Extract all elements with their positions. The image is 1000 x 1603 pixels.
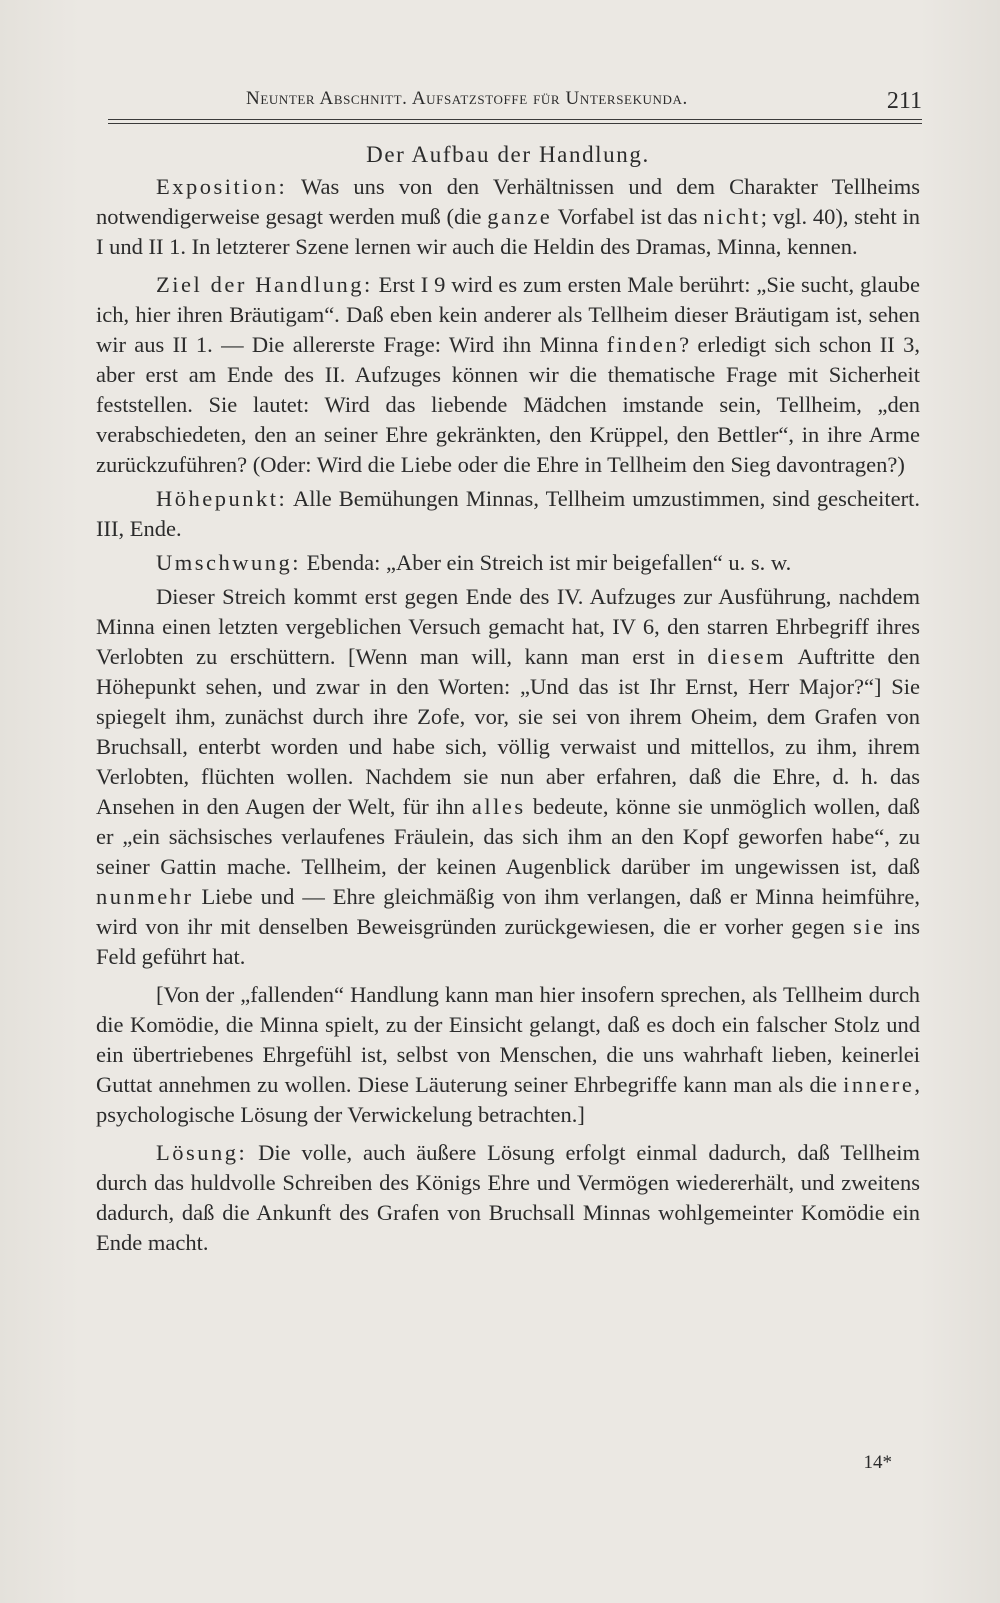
page-body: [96, 140, 920, 1262]
label-hoehepunkt: Höhepunkt:: [156, 486, 288, 511]
label-umschwung: Umschwung:: [156, 550, 301, 575]
spaced-emphasis: alles: [471, 794, 526, 819]
text-run: Vorfabel ist das: [552, 204, 704, 229]
text-run: Alle Bemühungen Minnas, Tellheim umzustimmen, sind gescheitert. III, Ende.: [96, 486, 920, 541]
spaced-emphasis: sie: [853, 914, 886, 939]
text-run: , psychologische Lösung der Verwickelung betrachten.]: [96, 1072, 920, 1127]
text-run: ? erledigt sich schon II 3, aber erst am Ende des II. Aufzuges können wir die thematische Frage mit Sicherheit feststellen. Sie lautet: Wird das liebende Mädchen imstande sein, Tellheim, „den verabschiedeten, den an seiner Ehre gekränkten, den Krüppel, den Bettler“, in ihre Arme zurückzuführen? (Oder: Wird die Liebe oder die Ehre in Tellheim den Sieg davontragen?): [96, 332, 920, 477]
running-head-title: Neunter Abschnitt. Aufsatzstoffe für Untersekunda.: [246, 88, 688, 109]
label-exposition: Exposition:: [156, 174, 288, 199]
header-rule-top: [108, 119, 922, 120]
spaced-emphasis: nicht: [703, 204, 761, 229]
paragraph-fallend: [96, 980, 920, 1130]
paragraph-umschwung: [96, 548, 920, 578]
text-run: bedeute, könne sie unmöglich wollen, daß er „ein sächsisches verlaufenes Fräulein, das sich ihm an den Kopf geworfen habe“, zu seiner Gattin mache. Tellheim, der keinen Augenblick darüber im ungewissen ist, daß: [96, 794, 921, 879]
section-title: Der Aufbau der Handlung.: [366, 142, 650, 167]
text-run: Auftritte den Höhepunkt sehen, und zwar in den Worten: „Und das ist Ihr Ernst, Herr Major?“] Sie spiegelt ihm, zunächst durch ihre Zofe, vor, sie sei von ihrem Oheim, dem Grafen von Bruchsall, enterbt worden und habe sich, völlig verwaist und mittellos, zu ihm, ihrem Verlobten, flüchten wollen. Nachdem sie nun aber erfahren, daß die Ehre, d. h. das Ansehen in den Augen der Welt, für ihn: [96, 644, 920, 819]
label-ziel: Ziel der Handlung:: [156, 272, 373, 297]
text-run: Die volle, auch äußere Lösung erfolgt einmal dadurch, daß Tellheim durch das huldvolle Schreiben des Königs Ehre und Vermögen wiedererhält, und zweitens dadurch, daß die Ankunft des Grafen von Bruchsall Minnas wohlgemeinter Komödie ein Ende macht.: [96, 1140, 920, 1255]
text-run: Ebenda: „Aber ein Streich ist mir beigefallen“ u. s. w.: [301, 550, 792, 575]
spaced-emphasis: ganze: [487, 204, 553, 229]
header-rule-bottom: [108, 123, 922, 124]
text-run: Liebe und — Ehre gleichmäßig von ihm verlangen, daß er Minna heimführe, wird von ihr mit denselben Beweisgründen zurückgewiesen, die er vorher gegen: [96, 884, 920, 939]
running-header: [108, 78, 922, 126]
paragraph-loesung: [96, 1138, 920, 1258]
paragraph-ziel: [96, 270, 920, 480]
spaced-emphasis: finden: [606, 332, 680, 357]
spaced-emphasis: innere: [843, 1072, 915, 1097]
text-run: ins Feld geführt hat.: [96, 914, 920, 969]
paragraph-hoehepunkt: [96, 484, 920, 544]
text-run: Was uns von den Verhältnissen und dem Charakter Tellheims notwendigerweise gesagt werden muß (die: [96, 174, 920, 229]
spaced-emphasis: nunmehr: [96, 884, 194, 909]
signature-mark: 14*: [863, 1452, 892, 1473]
text-run: [Von der „fallenden“ Handlung kann man hier insofern sprechen, als Tellheim durch die Komödie, die Minna spielt, zu der Einsicht gelangt, daß es doch ein falscher Stolz und ein übertriebenes Ehrgefühl ist, selbst von Menschen, die uns wahrhaft lieben, keinerlei Guttat annehmen zu wollen. Diese Läuterung seiner Ehrbegriffe kann man als die: [96, 982, 920, 1097]
label-loesung: Lösung:: [156, 1140, 248, 1165]
text-run: Dieser Streich kommt erst gegen Ende des IV. Aufzuges zur Ausführung, nachdem Minna einen letzten vergeblichen Versuch gemacht hat, IV 6, den starren Ehrbegriff ihres Verlobten zu erschüttern. [Wenn man will, kann man erst in: [96, 584, 920, 669]
spaced-emphasis: diesem: [707, 644, 787, 669]
text-run: ; vgl. 40), steht in I und II 1. In letzterer Szene lernen wir auch die Heldin des Dramas, Minna, kennen.: [96, 204, 921, 259]
paragraph-streich: [96, 582, 920, 972]
text-run: Erst I 9 wird es zum ersten Male berührt: „Sie sucht, glaube ich, hier ihren Bräutigam“. Daß eben kein anderer als Tellheim dieser Bräutigam ist, sehen wir aus II 1. — Die allererste Frage: Wird ihn Minna: [96, 272, 921, 357]
page-number: 211: [886, 88, 922, 114]
paragraph-exposition: [96, 172, 920, 262]
